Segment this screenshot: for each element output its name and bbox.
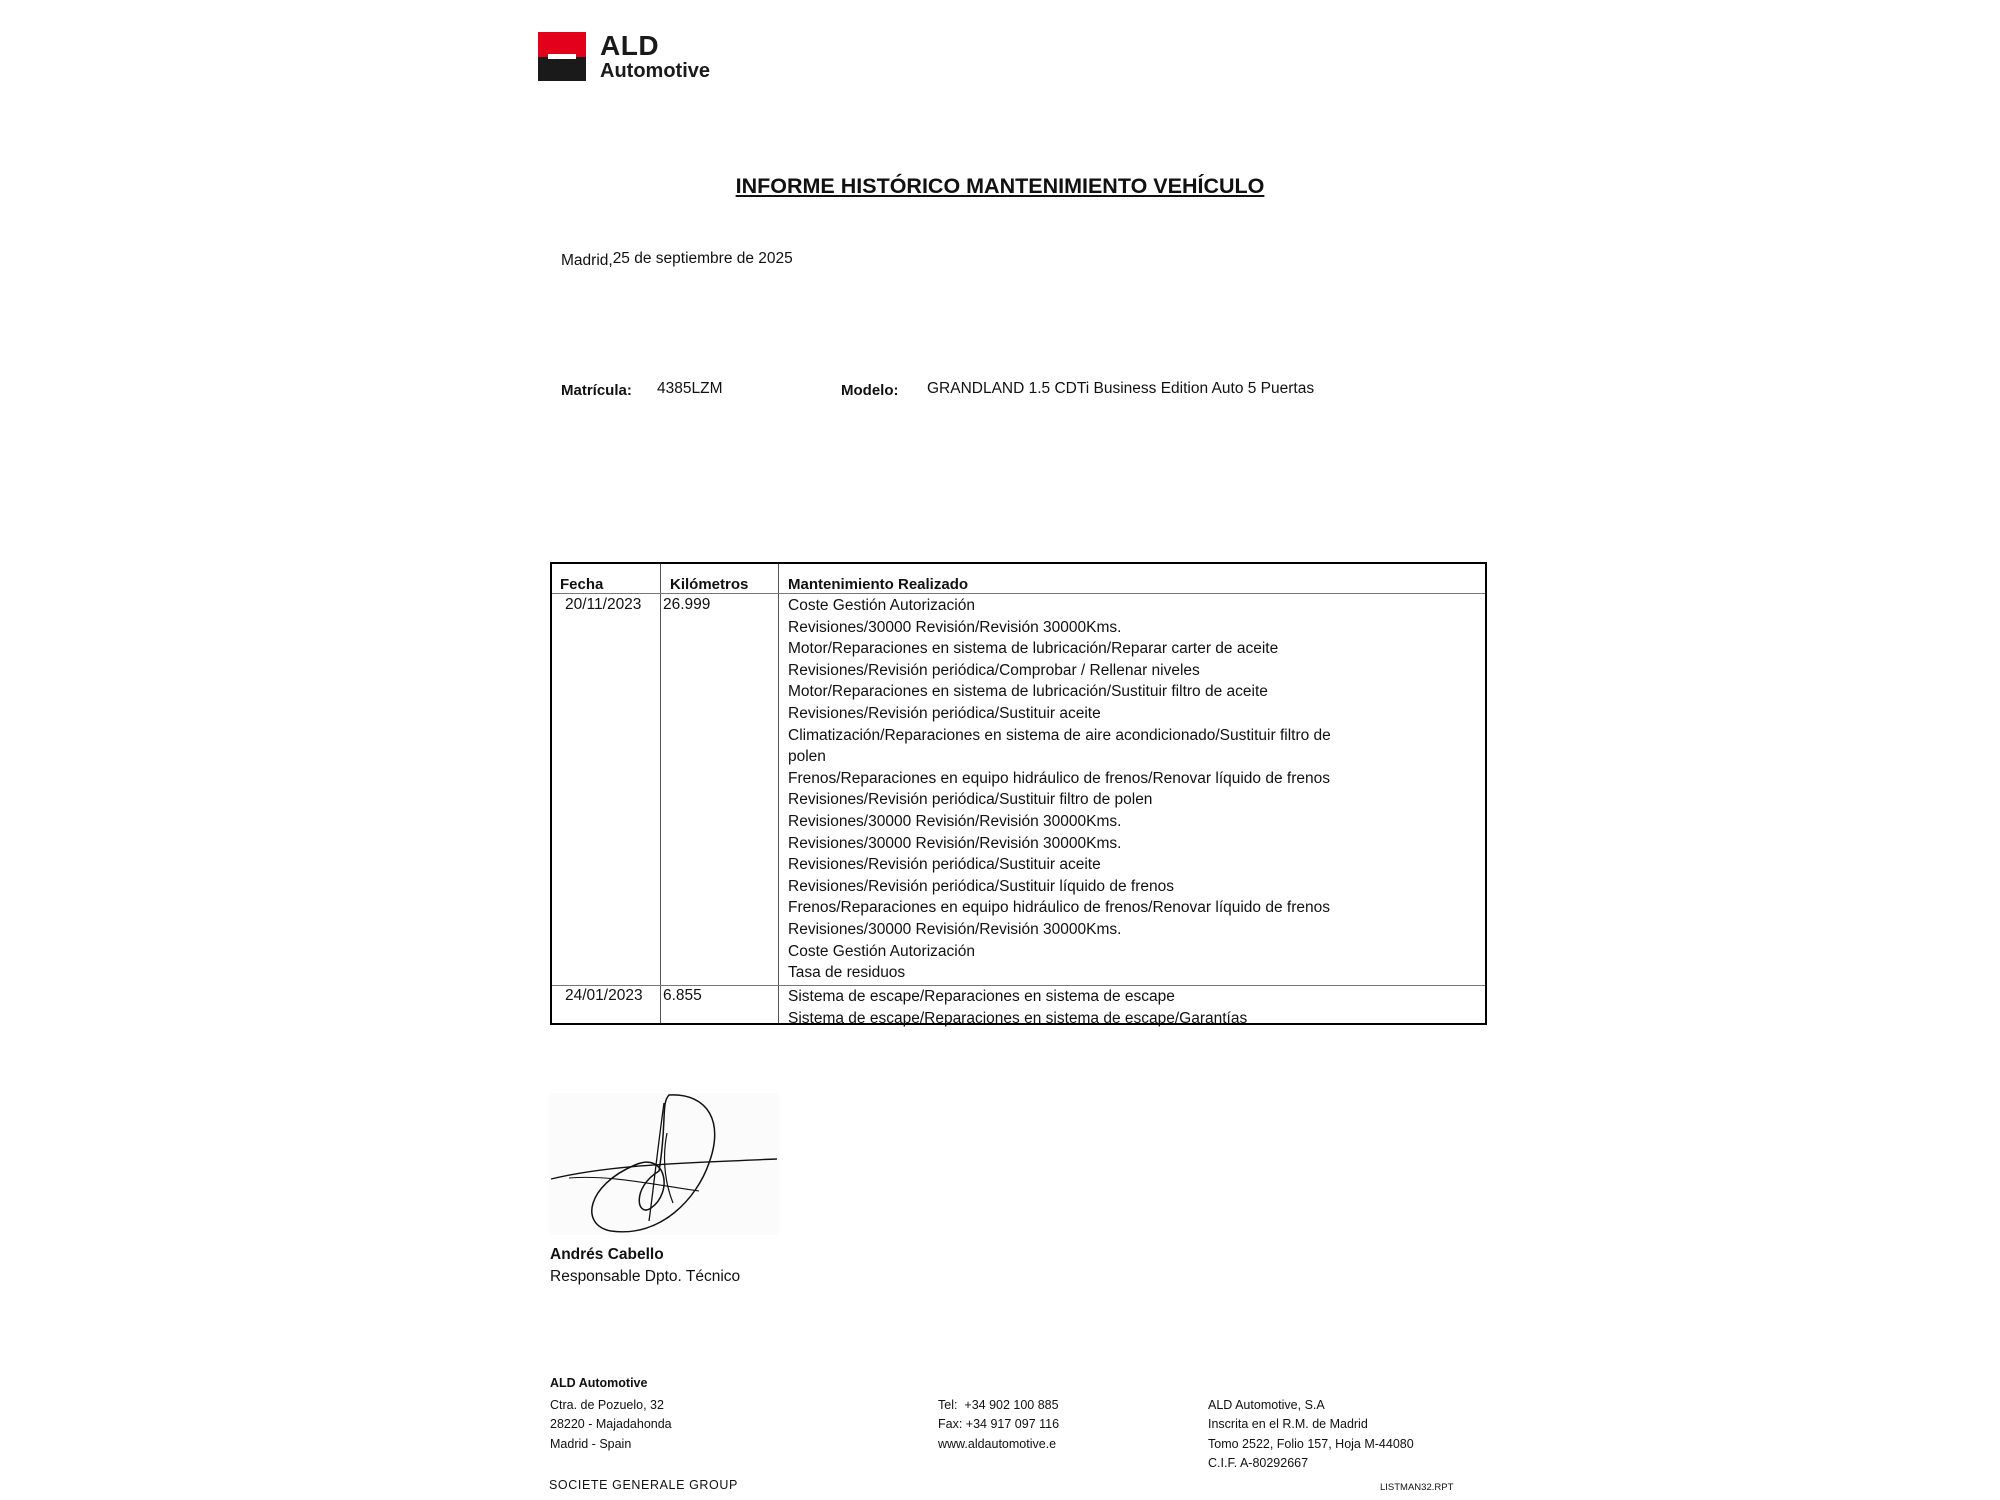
footer-group: SOCIETE GENERALE GROUP <box>549 1478 738 1492</box>
maintenance-item: Climatización/Reparaciones en sistema de aire acondicionado/Sustituir filtro de <box>788 726 1331 744</box>
footer-report-code: LISTMAN32.RPT <box>1380 1482 1454 1493</box>
date-city: Madrid, <box>561 252 613 269</box>
column-divider <box>660 564 661 1023</box>
maintenance-table <box>550 562 1487 1025</box>
maintenance-item: Revisiones/30000 Revisión/Revisión 30000Kms. <box>788 618 1122 636</box>
maintenance-item: Motor/Reparaciones en sistema de lubricación/Reparar carter de aceite <box>788 640 1279 658</box>
footer-fax: Fax: +34 917 097 116 <box>938 1417 1060 1432</box>
signature-scribble <box>549 1093 779 1235</box>
date-line <box>561 250 793 268</box>
maintenance-item: Frenos/Reparaciones en equipo hidráulico de frenos/Renovar líquido de frenos <box>788 769 1330 787</box>
maintenance-item: Revisiones/30000 Revisión/Revisión 30000Kms. <box>788 834 1122 852</box>
modelo-label: Modelo: <box>841 382 899 399</box>
footer-legal-line: ALD Automotive, S.A <box>1208 1398 1325 1412</box>
column-divider <box>778 564 779 1023</box>
row-date: 20/11/2023 <box>565 596 642 613</box>
report-title: INFORME HISTÓRICO MANTENIMIENTO VEHÍCULO <box>735 174 1265 198</box>
maintenance-item: Frenos/Reparaciones en equipo hidráulico de frenos/Renovar líquido de frenos <box>788 899 1330 917</box>
signer-role: Responsable Dpto. Técnico <box>550 1268 741 1285</box>
footer-address <box>550 1396 672 1454</box>
date-text: 25 de septiembre de 2025 <box>612 250 793 267</box>
header-mantenimiento: Mantenimiento Realizado <box>788 576 969 593</box>
maintenance-item: Revisiones/30000 Revisión/Revisión 30000Kms. <box>788 920 1122 938</box>
footer-address-line: Madrid - Spain <box>550 1436 632 1451</box>
footer-legal <box>1208 1396 1414 1474</box>
ald-logo-mark <box>538 32 586 81</box>
footer-website: www.aldautomotive.e <box>938 1436 1057 1451</box>
footer-company: ALD Automotive <box>550 1376 648 1390</box>
row-km: 26.999 <box>663 596 711 613</box>
logo-subtitle: Automotive <box>600 60 710 82</box>
signer-name: Andrés Cabello <box>550 1246 664 1263</box>
maintenance-item: Revisiones/Revisión periódica/Sustituir aceite <box>788 856 1101 874</box>
footer-address-line: 28220 - Majadahonda <box>550 1417 672 1432</box>
maintenance-item: polen <box>788 748 826 766</box>
footer-phone: Tel: +34 902 100 885 <box>938 1398 1059 1412</box>
footer-legal-line: Tomo 2522, Folio 157, Hoja M-44080 <box>1208 1436 1414 1451</box>
modelo-value: GRANDLAND 1.5 CDTi Business Edition Auto 5 Puertas <box>927 380 1315 397</box>
footer-legal-line: Inscrita en el R.M. de Madrid <box>1208 1417 1368 1432</box>
header-kilometros: Kilómetros <box>670 576 749 593</box>
row-items <box>788 986 1247 1029</box>
footer-legal-line: C.I.F. A-80292667 <box>1208 1456 1309 1471</box>
maintenance-item: Sistema de escape/Reparaciones en sistema de escape/Garantías <box>788 1009 1248 1027</box>
maintenance-item: Motor/Reparaciones en sistema de lubricación/Sustituir filtro de aceite <box>788 683 1268 701</box>
maintenance-item: Sistema de escape/Reparaciones en sistema de escape <box>788 988 1175 1005</box>
footer-address-line: Ctra. de Pozuelo, 32 <box>550 1398 664 1412</box>
maintenance-item: Revisiones/Revisión periódica/Sustituir líquido de frenos <box>788 877 1174 895</box>
matricula-value: 4385LZM <box>657 380 723 397</box>
maintenance-item: Revisiones/Revisión periódica/Sustituir aceite <box>788 704 1101 722</box>
footer-contact <box>938 1396 1059 1454</box>
row-date: 24/01/2023 <box>565 987 643 1004</box>
logo-brand: ALD <box>600 30 660 61</box>
row-km: 6.855 <box>663 987 702 1004</box>
row-items <box>788 595 1331 984</box>
header-fecha: Fecha <box>560 576 604 593</box>
maintenance-item: Tasa de residuos <box>788 964 906 982</box>
maintenance-item: Revisiones/30000 Revisión/Revisión 30000Kms. <box>788 812 1122 830</box>
maintenance-item: Revisiones/Revisión periódica/Comprobar / Rellenar niveles <box>788 661 1200 679</box>
matricula-label: Matrícula: <box>561 382 632 399</box>
maintenance-item: Revisiones/Revisión periódica/Sustituir filtro de polen <box>788 791 1153 809</box>
maintenance-item: Coste Gestión Autorización <box>788 942 975 960</box>
signature <box>549 1093 779 1235</box>
maintenance-item: Coste Gestión Autorización <box>788 597 975 614</box>
